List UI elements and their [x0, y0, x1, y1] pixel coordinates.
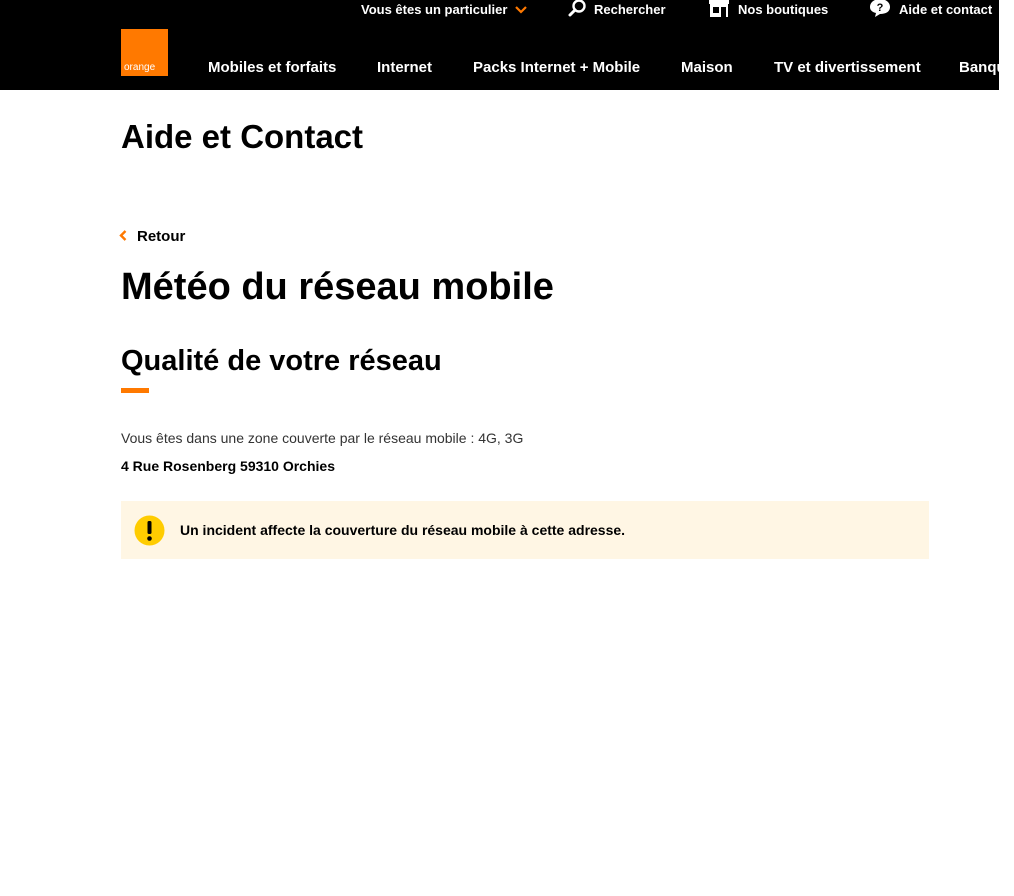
chevron-left-icon — [119, 228, 127, 245]
back-label: Retour — [137, 227, 186, 245]
search-label: Rechercher — [594, 1, 666, 17]
search-link[interactable] — [568, 0, 666, 18]
nav-item-banque[interactable]: Banque — [959, 59, 1014, 76]
orange-logo[interactable] — [121, 29, 168, 76]
site-header — [0, 0, 1014, 90]
store-icon — [708, 0, 730, 20]
nav-item-maison[interactable]: Maison — [681, 59, 733, 76]
help-bubble-icon — [869, 0, 891, 20]
search-icon — [568, 0, 586, 20]
profile-selector-label: Vous êtes un particulier — [361, 1, 508, 17]
nav-item-packs[interactable]: Packs Internet + Mobile — [473, 59, 641, 76]
nav-item-tv[interactable]: TV et divertissement — [774, 59, 921, 76]
sub-title: Qualité de votre réseau — [121, 345, 442, 377]
nav-item-mobiles[interactable]: Mobiles et forfaits — [208, 59, 337, 76]
help-contact-link[interactable] — [869, 0, 992, 18]
warning-icon — [134, 515, 165, 546]
address-text: 4 Rue Rosenberg 59310 Orchies — [121, 458, 335, 474]
chevron-down-icon — [515, 2, 527, 17]
logo-text: orange — [124, 62, 156, 73]
profile-selector[interactable] — [361, 0, 527, 18]
coverage-text: Vous êtes dans une zone couverte par le réseau mobile : 4G, 3G — [121, 430, 524, 446]
title-accent-bar — [121, 388, 149, 393]
section-title: Aide et Contact — [121, 118, 364, 155]
stores-link[interactable] — [708, 0, 828, 18]
utility-bar — [0, 0, 999, 20]
nav-item-internet[interactable]: Internet — [377, 59, 433, 76]
stores-label: Nos boutiques — [738, 1, 829, 17]
help-contact-label: Aide et contact — [899, 1, 993, 17]
incident-alert — [121, 501, 929, 559]
alert-text: Un incident affecte la couverture du réseau mobile à cette adresse. — [180, 522, 626, 538]
svg-text:?: ? — [876, 1, 884, 14]
back-link[interactable] — [119, 227, 185, 245]
page-title: Météo du réseau mobile — [121, 266, 554, 308]
